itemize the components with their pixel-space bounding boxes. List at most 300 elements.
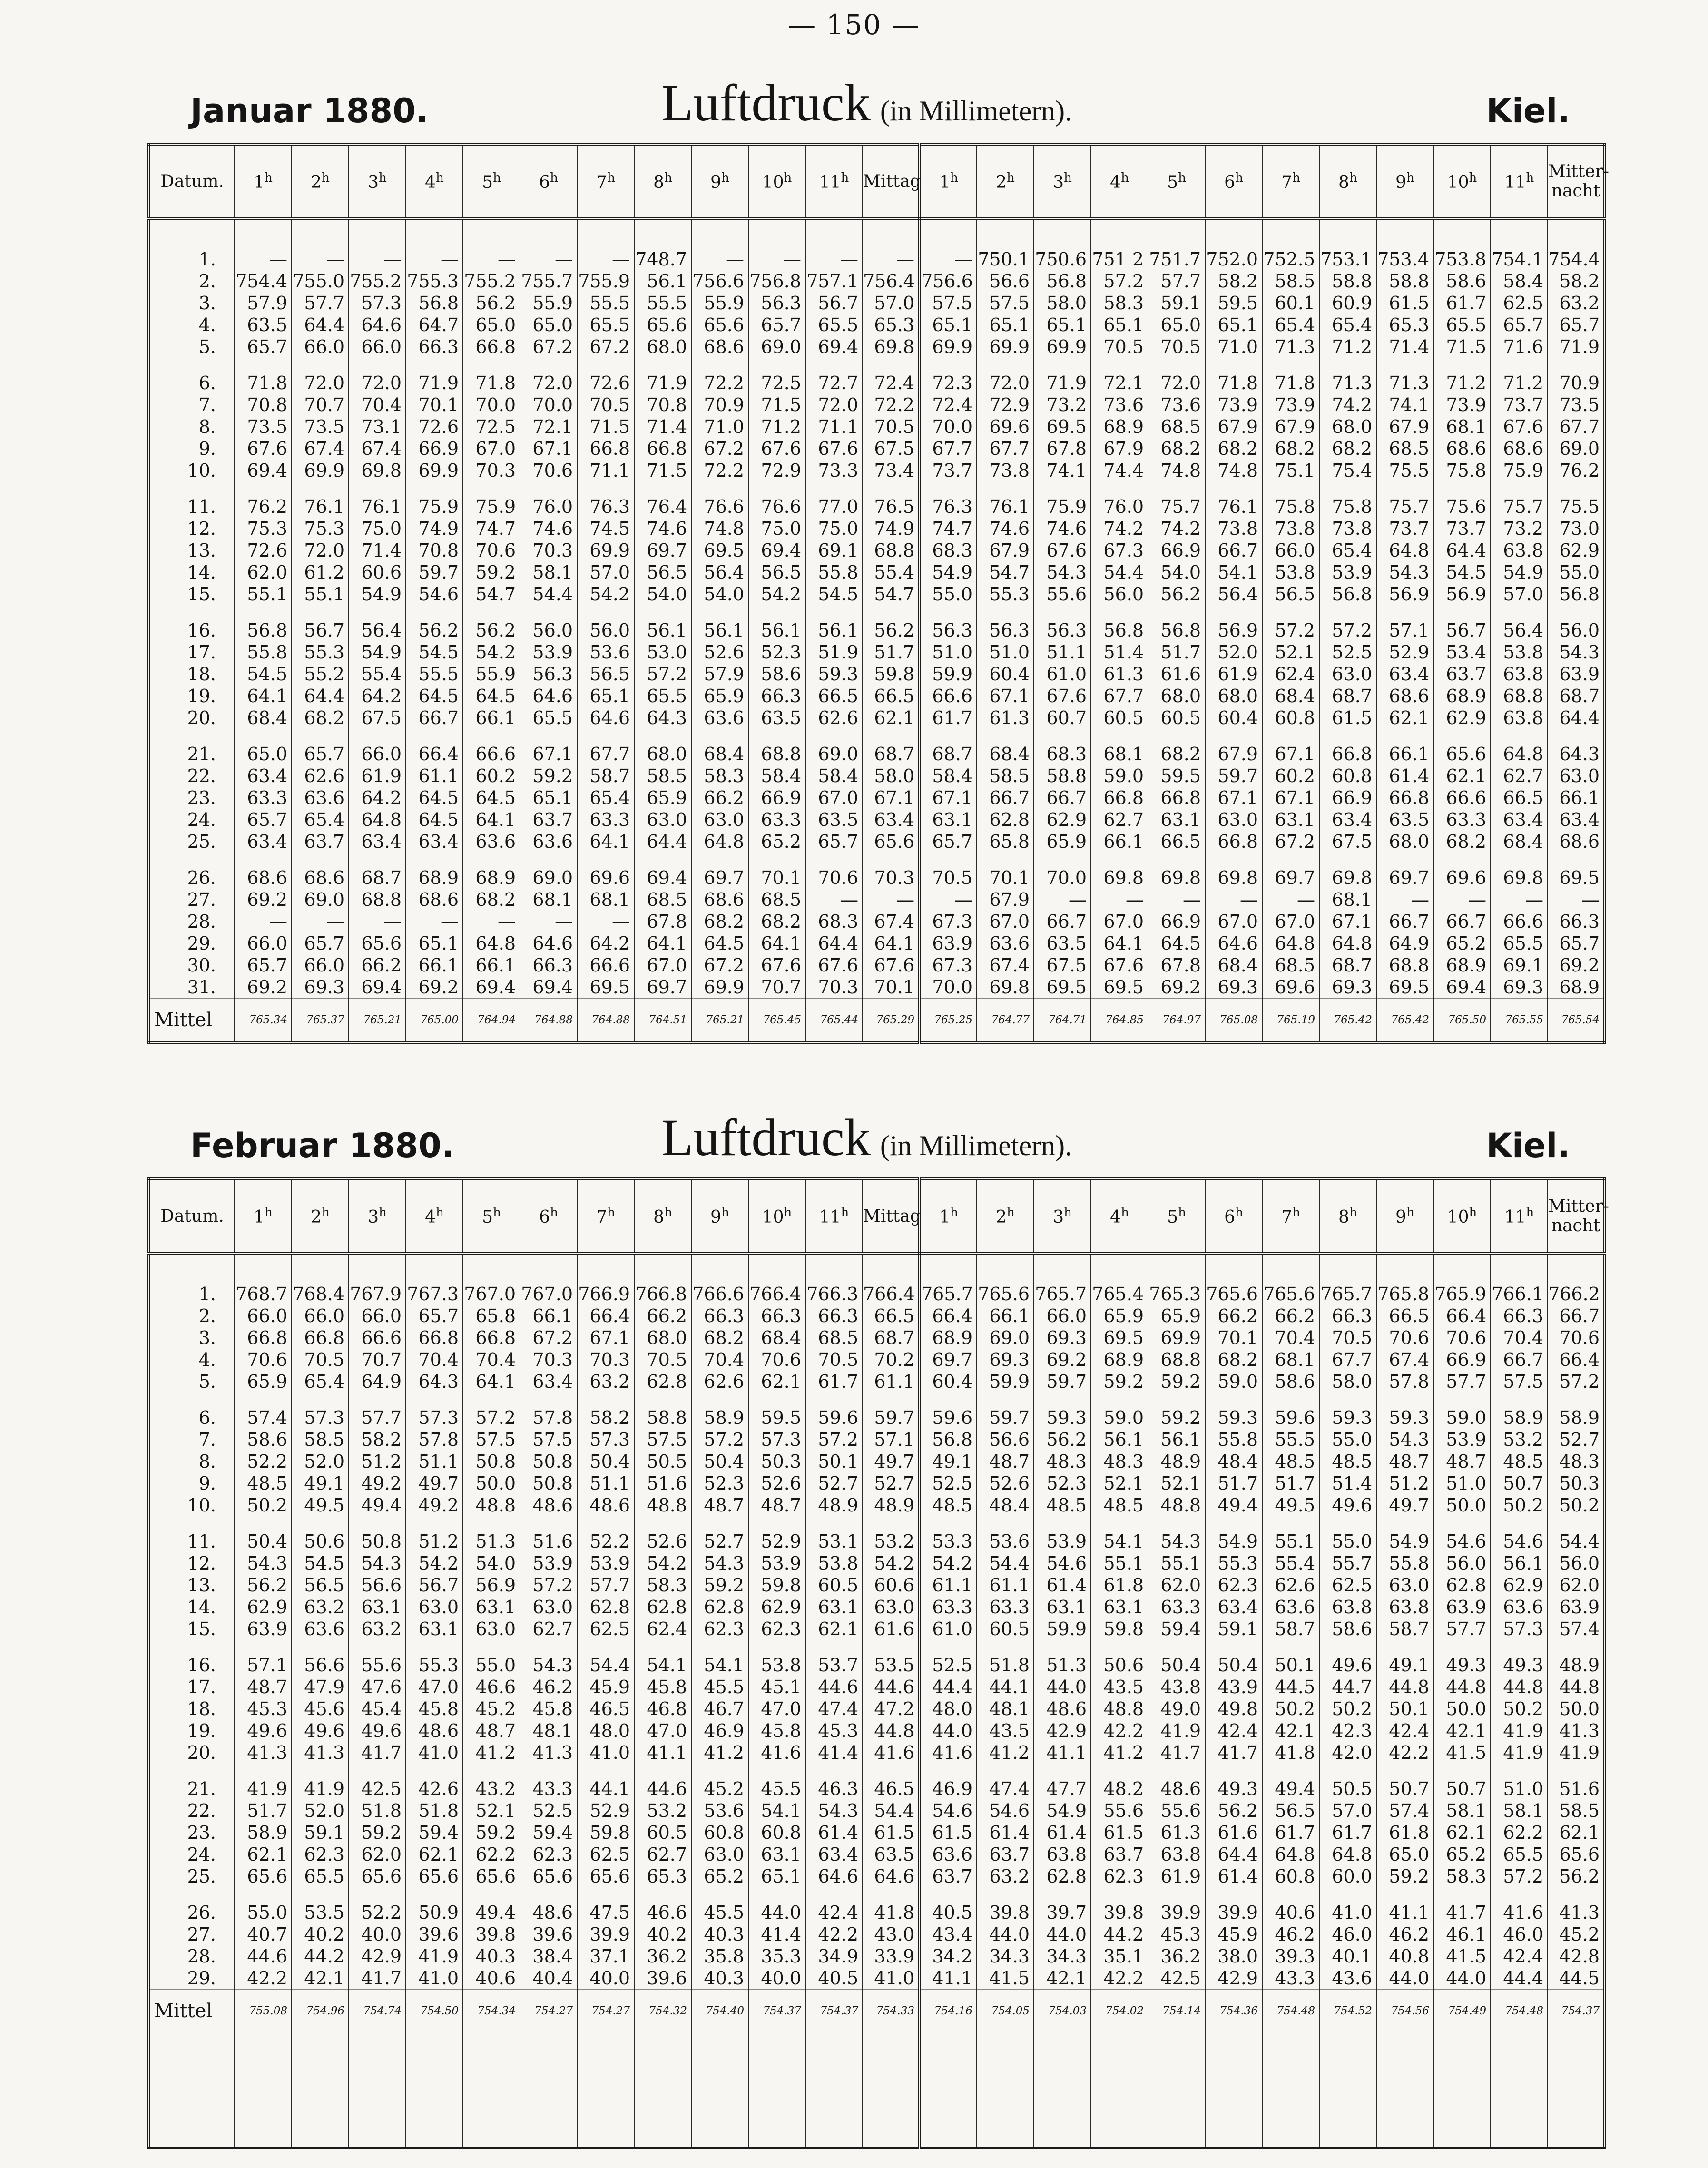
value-cell: 58.4: [920, 765, 977, 787]
value-cell: 70.5: [634, 1349, 691, 1371]
value-cell: 69.1: [1491, 954, 1548, 976]
value-cell: 765.8: [1376, 1283, 1433, 1305]
value-cell: 48.2: [1091, 1778, 1148, 1800]
value-cell: 68.5: [805, 1327, 863, 1349]
date-cell: 15.: [149, 583, 235, 605]
value-cell: 63.7: [1091, 1844, 1148, 1865]
value-cell: 57.4: [1548, 1618, 1605, 1640]
value-cell: 68.2: [1205, 1349, 1262, 1371]
value-cell: 70.6: [1376, 1327, 1433, 1349]
value-cell: 54.6: [406, 583, 463, 605]
value-cell: 76.1: [349, 496, 406, 518]
value-cell: 38.4: [520, 1945, 577, 1967]
value-cell: 51.1: [577, 1472, 634, 1494]
date-cell: 24.: [149, 1844, 235, 1865]
value-cell: 66.8: [1148, 787, 1205, 809]
value-cell: 68.8: [1148, 1349, 1205, 1371]
value-cell: 58.1: [1491, 1800, 1548, 1822]
station-label: Kiel.: [1486, 91, 1570, 130]
value-cell: 62.0: [1148, 1574, 1205, 1596]
value-cell: 62.5: [577, 1844, 634, 1865]
value-cell: 57.9: [691, 663, 748, 685]
value-cell: 70.1: [1205, 1327, 1262, 1349]
value-cell: 41.9: [406, 1945, 463, 1967]
column-header-hour: 4$^h$: [406, 1179, 463, 1253]
mean-cell: 754.48: [1491, 1990, 1548, 2033]
value-cell: 52.1: [1262, 641, 1319, 663]
value-cell: 765.6: [1205, 1283, 1262, 1305]
value-cell: 51.7: [863, 641, 920, 663]
value-cell: 63.6: [1262, 1596, 1319, 1618]
value-cell: 69.3: [1205, 976, 1262, 999]
value-cell: 65.1: [1034, 314, 1091, 336]
value-cell: 67.7: [577, 743, 634, 765]
value-cell: 750.6: [1034, 248, 1091, 270]
mean-cell: 754.27: [577, 1990, 634, 2033]
value-cell: 70.5: [577, 394, 634, 416]
value-cell: 50.2: [1491, 1494, 1548, 1516]
value-cell: 35.8: [691, 1945, 748, 1967]
value-cell: 69.2: [1548, 954, 1605, 976]
value-cell: 63.0: [691, 1844, 748, 1865]
value-cell: 54.4: [977, 1552, 1034, 1574]
value-cell: 54.6: [1491, 1530, 1548, 1552]
value-cell: 755.9: [577, 270, 634, 292]
value-cell: 48.4: [977, 1494, 1034, 1516]
value-cell: 66.7: [406, 707, 463, 729]
value-cell: 63.6: [691, 707, 748, 729]
value-cell: 66.0: [292, 954, 349, 976]
table-row: [149, 1305, 1605, 1327]
value-cell: 73.9: [1262, 394, 1319, 416]
value-cell: 68.8: [349, 889, 406, 911]
value-cell: 59.4: [520, 1822, 577, 1844]
value-cell: 64.8: [1319, 932, 1376, 954]
value-cell: 65.6: [349, 1865, 406, 1887]
date-cell: 22.: [149, 765, 235, 787]
value-cell: 67.0: [805, 787, 863, 809]
value-cell: 66.3: [1319, 1305, 1376, 1327]
value-cell: 41.3: [520, 1742, 577, 1764]
value-cell: 752.5: [1262, 248, 1319, 270]
value-cell: —: [1148, 889, 1205, 911]
value-cell: 49.5: [292, 1494, 349, 1516]
value-cell: 40.3: [691, 1923, 748, 1945]
value-cell: 63.7: [920, 1865, 977, 1887]
value-cell: 66.8: [292, 1327, 349, 1349]
value-cell: 64.8: [1376, 540, 1433, 561]
value-cell: 50.8: [463, 1451, 520, 1472]
date-cell: 30.: [149, 954, 235, 976]
value-cell: 40.5: [805, 1967, 863, 1990]
value-cell: 48.9: [1148, 1451, 1205, 1472]
value-cell: 62.3: [1205, 1574, 1262, 1596]
value-cell: 66.7: [1034, 787, 1091, 809]
value-cell: 61.7: [1262, 1822, 1319, 1844]
value-cell: 42.5: [1148, 1967, 1205, 1990]
value-cell: 48.5: [1091, 1494, 1148, 1516]
value-cell: 38.0: [1205, 1945, 1262, 1967]
value-cell: 55.0: [235, 1902, 292, 1923]
value-cell: 63.0: [863, 1596, 920, 1618]
value-cell: 70.0: [920, 416, 977, 438]
value-cell: 66.2: [1262, 1305, 1319, 1327]
value-cell: 41.9: [1548, 1742, 1605, 1764]
value-cell: 62.6: [805, 707, 863, 729]
value-cell: 41.6: [863, 1742, 920, 1764]
value-cell: 76.0: [520, 496, 577, 518]
value-cell: 55.7: [1319, 1552, 1376, 1574]
column-header-hour: 9$^h$: [691, 144, 748, 218]
value-cell: 67.3: [1091, 540, 1148, 561]
value-cell: 66.5: [1491, 787, 1548, 809]
value-cell: 55.3: [1205, 1552, 1262, 1574]
value-cell: 44.0: [1034, 1923, 1091, 1945]
value-cell: 61.6: [863, 1618, 920, 1640]
value-cell: 54.0: [691, 583, 748, 605]
value-cell: 54.3: [1148, 1530, 1205, 1552]
value-cell: 75.5: [1376, 460, 1433, 481]
value-cell: 48.5: [1319, 1451, 1376, 1472]
value-cell: 72.0: [805, 394, 863, 416]
value-cell: 63.5: [863, 1844, 920, 1865]
value-cell: 55.3: [292, 641, 349, 663]
mean-cell: 765.21: [349, 999, 406, 1043]
value-cell: 56.1: [805, 619, 863, 641]
value-cell: 75.1: [1262, 460, 1319, 481]
value-cell: 59.3: [805, 663, 863, 685]
value-cell: 52.9: [1376, 641, 1433, 663]
value-cell: 63.8: [1034, 1844, 1091, 1865]
value-cell: —: [920, 889, 977, 911]
value-cell: 58.3: [1091, 292, 1148, 314]
value-cell: 66.4: [920, 1305, 977, 1327]
value-cell: 49.1: [1376, 1654, 1433, 1676]
table-row: [149, 583, 1605, 605]
value-cell: 58.6: [1319, 1618, 1376, 1640]
value-cell: 68.7: [863, 1327, 920, 1349]
value-cell: 64.5: [406, 685, 463, 707]
value-cell: 65.1: [1205, 314, 1262, 336]
value-cell: 44.6: [863, 1676, 920, 1698]
value-cell: 48.6: [1034, 1698, 1091, 1720]
value-cell: 66.0: [292, 1305, 349, 1327]
value-cell: 765.3: [1148, 1283, 1205, 1305]
value-cell: 65.6: [406, 1865, 463, 1887]
value-cell: 70.3: [520, 540, 577, 561]
value-cell: 69.0: [977, 1327, 1034, 1349]
value-cell: 69.9: [920, 336, 977, 358]
value-cell: 64.5: [463, 685, 520, 707]
value-cell: 56.2: [463, 619, 520, 641]
value-cell: 59.8: [748, 1574, 805, 1596]
value-cell: 60.5: [1148, 707, 1205, 729]
value-cell: 73.2: [1034, 394, 1091, 416]
value-cell: 62.2: [1491, 1822, 1548, 1844]
value-cell: 48.8: [1091, 1698, 1148, 1720]
value-cell: 65.1: [520, 787, 577, 809]
value-cell: 66.8: [1205, 831, 1262, 853]
value-cell: 56.5: [1262, 583, 1319, 605]
value-cell: 64.6: [1205, 932, 1262, 954]
value-cell: 64.1: [1091, 932, 1148, 954]
value-cell: 64.1: [577, 831, 634, 853]
table-row: [149, 1945, 1605, 1967]
value-cell: 64.6: [805, 1865, 863, 1887]
value-cell: 63.8: [1491, 707, 1548, 729]
value-cell: 67.1: [977, 685, 1034, 707]
value-cell: 45.4: [349, 1698, 406, 1720]
section-februar: [147, 1106, 1609, 2149]
value-cell: 69.2: [235, 976, 292, 999]
value-cell: 56.2: [406, 619, 463, 641]
value-cell: 72.4: [863, 372, 920, 394]
value-cell: 69.9: [292, 460, 349, 481]
value-cell: 44.8: [1548, 1676, 1605, 1698]
value-cell: 65.7: [1548, 932, 1605, 954]
value-cell: 41.3: [292, 1742, 349, 1764]
table-row: [149, 911, 1605, 932]
value-cell: 64.1: [463, 809, 520, 831]
value-cell: 58.3: [1433, 1865, 1491, 1887]
value-cell: 68.4: [748, 1327, 805, 1349]
table-row: [149, 1618, 1605, 1640]
value-cell: 66.1: [1548, 787, 1605, 809]
value-cell: 68.1: [520, 889, 577, 911]
table-row: [149, 1742, 1605, 1764]
value-cell: 752.0: [1205, 248, 1262, 270]
value-cell: 50.7: [1376, 1778, 1433, 1800]
value-cell: 70.4: [463, 1349, 520, 1371]
value-cell: 64.2: [577, 932, 634, 954]
value-cell: 44.1: [577, 1778, 634, 1800]
value-cell: 59.8: [863, 663, 920, 685]
value-cell: 70.9: [691, 394, 748, 416]
value-cell: 39.9: [1148, 1902, 1205, 1923]
value-cell: 55.8: [1376, 1552, 1433, 1574]
value-cell: 49.7: [863, 1451, 920, 1472]
value-cell: 768.4: [292, 1283, 349, 1305]
value-cell: 44.2: [292, 1945, 349, 1967]
value-cell: 54.4: [520, 583, 577, 605]
value-cell: 41.1: [920, 1967, 977, 1990]
value-cell: 57.0: [863, 292, 920, 314]
value-cell: 53.9: [1433, 1429, 1491, 1451]
column-header-hour: 6$^h$: [1205, 144, 1262, 218]
value-cell: 50.7: [1433, 1778, 1491, 1800]
column-header-hour: 7$^h$: [577, 1179, 634, 1253]
value-cell: 66.5: [1376, 1305, 1433, 1327]
value-cell: 75.4: [1319, 460, 1376, 481]
value-cell: 65.5: [292, 1865, 349, 1887]
value-cell: —: [691, 248, 748, 270]
column-header-hour: 1$^h$: [235, 1179, 292, 1253]
value-cell: 72.9: [748, 460, 805, 481]
date-cell: 21.: [149, 1778, 235, 1800]
value-cell: 71.1: [577, 460, 634, 481]
value-cell: 70.7: [349, 1349, 406, 1371]
mean-cell: 754.56: [1376, 1990, 1433, 2033]
value-cell: 61.6: [1148, 663, 1205, 685]
mean-cell: 765.42: [1319, 999, 1376, 1043]
value-cell: 57.0: [1491, 583, 1548, 605]
value-cell: 76.6: [748, 496, 805, 518]
value-cell: 55.0: [920, 583, 977, 605]
value-cell: 55.5: [577, 292, 634, 314]
pressure-table-januar: [147, 143, 1609, 1044]
value-cell: 69.8: [1491, 867, 1548, 889]
value-cell: 58.9: [1548, 1407, 1605, 1429]
value-cell: 50.0: [1548, 1698, 1605, 1720]
date-cell: 27.: [149, 889, 235, 911]
value-cell: 70.4: [406, 1349, 463, 1371]
value-cell: 63.1: [1034, 1596, 1091, 1618]
value-cell: 69.4: [1433, 976, 1491, 999]
value-cell: 63.1: [748, 1844, 805, 1865]
value-cell: 41.2: [691, 1742, 748, 1764]
value-cell: 748.7: [634, 248, 691, 270]
value-cell: 64.1: [235, 685, 292, 707]
value-cell: 41.5: [1433, 1945, 1491, 1967]
value-cell: 62.1: [235, 1844, 292, 1865]
value-cell: 65.1: [406, 932, 463, 954]
value-cell: 62.3: [292, 1844, 349, 1865]
value-cell: 40.4: [520, 1967, 577, 1990]
value-cell: 72.6: [235, 540, 292, 561]
value-cell: 70.1: [977, 867, 1034, 889]
value-cell: 56.8: [406, 292, 463, 314]
value-cell: 53.2: [1491, 1429, 1548, 1451]
value-cell: 66.8: [235, 1327, 292, 1349]
value-cell: 55.1: [1091, 1552, 1148, 1574]
value-cell: 70.5: [863, 416, 920, 438]
value-cell: 66.5: [863, 1305, 920, 1327]
value-cell: 74.7: [920, 518, 977, 540]
value-cell: 49.0: [1148, 1698, 1205, 1720]
value-cell: 63.3: [920, 1596, 977, 1618]
value-cell: 69.5: [1376, 976, 1433, 999]
value-cell: 71.2: [748, 416, 805, 438]
column-header-hour: 7$^h$: [1262, 1179, 1319, 1253]
value-cell: 56.7: [406, 1574, 463, 1596]
table-row: [149, 976, 1605, 999]
value-cell: 45.5: [691, 1676, 748, 1698]
date-cell: 7.: [149, 1429, 235, 1451]
value-cell: —: [463, 248, 520, 270]
date-cell: 25.: [149, 1865, 235, 1887]
value-cell: 58.4: [805, 765, 863, 787]
value-cell: 41.7: [1433, 1902, 1491, 1923]
mean-cell: 765.45: [748, 999, 805, 1043]
value-cell: 56.0: [1548, 1552, 1605, 1574]
value-cell: 67.0: [1205, 911, 1262, 932]
value-cell: 71.9: [1034, 372, 1091, 394]
value-cell: 63.0: [1548, 765, 1605, 787]
value-cell: 56.7: [805, 292, 863, 314]
value-cell: 69.8: [1148, 867, 1205, 889]
value-cell: 53.6: [577, 641, 634, 663]
value-cell: 51.2: [349, 1451, 406, 1472]
value-cell: 46.8: [634, 1698, 691, 1720]
value-cell: 65.3: [1376, 314, 1433, 336]
value-cell: 58.2: [1205, 270, 1262, 292]
table-row: [149, 1654, 1605, 1676]
mean-cell: 754.37: [1548, 1990, 1605, 2033]
value-cell: 39.8: [1091, 1902, 1148, 1923]
column-header-date: Datum.: [149, 1179, 235, 1253]
value-cell: 71.8: [463, 372, 520, 394]
value-cell: 49.3: [1205, 1778, 1262, 1800]
value-cell: 63.4: [1319, 809, 1376, 831]
value-cell: 69.0: [1548, 438, 1605, 460]
value-cell: 69.7: [634, 540, 691, 561]
value-cell: 58.1: [520, 561, 577, 583]
value-cell: 48.3: [1548, 1451, 1605, 1472]
value-cell: 71.3: [1262, 336, 1319, 358]
value-cell: 46.3: [805, 1778, 863, 1800]
value-cell: 65.6: [1548, 1844, 1605, 1865]
value-cell: 54.5: [805, 583, 863, 605]
value-cell: 48.6: [406, 1720, 463, 1742]
value-cell: 44.1: [977, 1676, 1034, 1698]
value-cell: 63.8: [1491, 663, 1548, 685]
value-cell: 65.6: [1433, 743, 1491, 765]
value-cell: 55.9: [463, 663, 520, 685]
value-cell: 69.4: [235, 460, 292, 481]
value-cell: —: [292, 248, 349, 270]
value-cell: 45.8: [520, 1698, 577, 1720]
value-cell: 57.5: [520, 1429, 577, 1451]
value-cell: 56.8: [1148, 619, 1205, 641]
value-cell: 56.6: [977, 270, 1034, 292]
value-cell: 41.7: [1148, 1742, 1205, 1764]
value-cell: 45.8: [634, 1676, 691, 1698]
column-header-hour: 4$^h$: [406, 144, 463, 218]
value-cell: 60.2: [1262, 765, 1319, 787]
value-cell: 73.1: [349, 416, 406, 438]
column-header-hour: 7$^h$: [1262, 144, 1319, 218]
value-cell: 72.7: [805, 372, 863, 394]
value-cell: —: [577, 911, 634, 932]
value-cell: 54.1: [1091, 1530, 1148, 1552]
value-cell: 71.0: [691, 416, 748, 438]
value-cell: 49.7: [1376, 1494, 1433, 1516]
value-cell: 62.1: [805, 1618, 863, 1640]
value-cell: 39.9: [577, 1923, 634, 1945]
value-cell: 57.7: [1433, 1371, 1491, 1393]
table-row: [149, 1596, 1605, 1618]
value-cell: 64.2: [349, 787, 406, 809]
value-cell: 56.7: [1433, 619, 1491, 641]
value-cell: 67.2: [520, 336, 577, 358]
value-cell: 63.3: [1148, 1596, 1205, 1618]
value-cell: 57.5: [463, 1429, 520, 1451]
value-cell: 44.6: [634, 1778, 691, 1800]
value-cell: 52.2: [577, 1530, 634, 1552]
value-cell: 41.9: [1148, 1720, 1205, 1742]
column-header-hour: 11$^h$: [805, 1179, 863, 1253]
value-cell: 36.2: [634, 1945, 691, 1967]
value-cell: 67.6: [1034, 685, 1091, 707]
value-cell: 64.4: [1205, 1844, 1262, 1865]
value-cell: 52.6: [691, 641, 748, 663]
mean-cell: 754.32: [634, 1990, 691, 2033]
mean-cell: 754.34: [463, 1990, 520, 2033]
value-cell: 77.0: [805, 496, 863, 518]
value-cell: 51.7: [1148, 641, 1205, 663]
date-cell: 16.: [149, 1654, 235, 1676]
value-cell: 46.0: [1491, 1923, 1548, 1945]
